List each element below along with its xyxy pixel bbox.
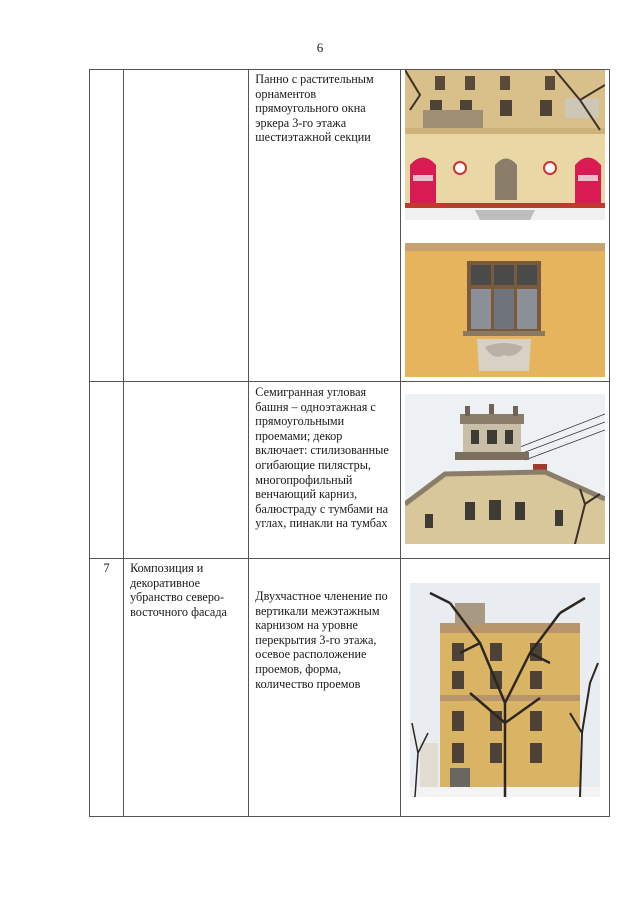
table-row [90, 382, 610, 559]
element-cell: Композиция и декоративное убранство северо-восточного фасада [124, 559, 249, 817]
photo-cell [400, 382, 609, 559]
facade-photo [405, 70, 605, 220]
page-number: 6 [316, 40, 324, 55]
description-cell: Семигранная угловая башня – одноэтажная с прямоугольными проемами; декор включает: стилизованные огибающие пилястры, многопрофильный венчающий карниз, балюстраду с тумбами на углах, пинакли на тумбах [249, 382, 400, 559]
element-cell [124, 382, 249, 559]
photo-cell [400, 70, 609, 382]
description-cell: Панно с растительным орнаментов прямоугольного окна эркера 3-го этажа шестиэтажной секции [249, 70, 400, 382]
northeast-facade-photo [410, 583, 600, 797]
table-row [90, 559, 610, 817]
row-number-cell [90, 382, 124, 559]
row-number-cell: 7 [90, 559, 124, 817]
row-number-cell [90, 70, 124, 382]
corner-tower-photo [405, 394, 605, 544]
description-cell: Двухчастное членение по вертикали межэтажным карнизом на уровне перекрытия 3-го этажа, осевое расположение проемов, форма, количество проемов [249, 559, 400, 817]
window-panel-photo [405, 243, 605, 377]
table-row [90, 70, 610, 382]
element-cell [124, 70, 249, 382]
photo-cell [400, 559, 609, 817]
monument-subject-table [89, 69, 610, 817]
